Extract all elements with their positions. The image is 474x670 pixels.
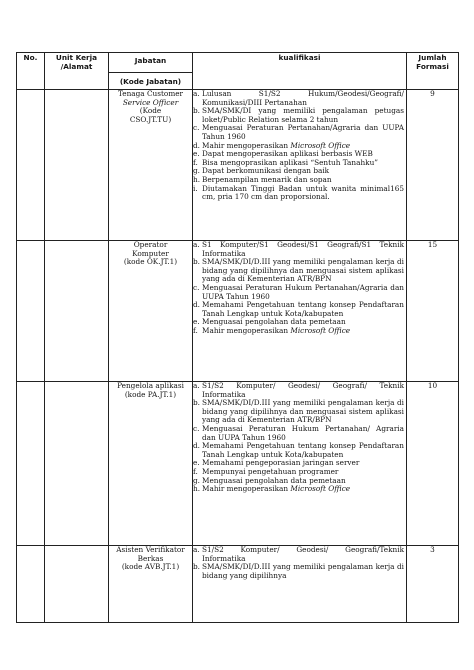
formasi-table	[16, 52, 459, 623]
list-item: h. Mahir mengoperasikan Microsoft Office	[193, 484, 351, 494]
cell-jabatan: Operator Komputer (kode OK.JT.1)	[109, 241, 193, 382]
cell-jabatan: Asisten Verifikator Berkas (kode AVB.JT.1)	[109, 546, 193, 623]
table-row	[17, 382, 459, 546]
list-item: c. Menguasai Peraturan Pertanahan/Agraria dan UUPA Tahun 1960	[193, 123, 404, 141]
table-row	[17, 546, 459, 623]
list-item: b. SMA/SMK/DI yang memiliki pengalaman petugas loket/Public Relation selama 2 tahun	[193, 106, 404, 124]
cell-unit-kerja	[45, 241, 109, 382]
list-item: a. S1/S2 Komputer/ Geodesi/ Geografi/ Teknik Informatika	[193, 381, 404, 399]
cell-jumlah: 15	[407, 241, 459, 382]
cell-jumlah: 10	[407, 382, 459, 546]
cell-jumlah: 3	[407, 546, 459, 623]
list-item: f. Mahir mengoperasikan Microsoft Office	[193, 325, 351, 335]
cell-kualifikasi	[193, 382, 407, 546]
list-item: a. Lulusan S1/S2 Hukum/Geodesi/Geografi/ Komunikasi/DIII Pertanahan	[193, 89, 404, 107]
cell-jabatan: Pengelola aplikasi (kode PA.JT.1)	[109, 382, 193, 546]
cell-kualifikasi	[193, 546, 407, 623]
header-unit-kerja: Unit Kerja /Alamat	[45, 53, 109, 90]
cell-jumlah: 9	[407, 90, 459, 241]
list-item: a. S1/S2 Komputer/ Geodesi/ Geografi/Teknik Informatika	[193, 545, 404, 563]
cell-no	[17, 382, 45, 546]
list-item: g. Menguasai pengolahan data pemetaan	[193, 475, 346, 485]
cell-no	[17, 241, 45, 382]
header-kualifikasi: kualifikasi	[193, 53, 407, 90]
list-item: b. SMA/SMK/DI/D.III yang memiliki pengalaman kerja di bidang yang dipilihnya dan menguasai sistem aplikasi yang ada di Kementerian ATR/BPN	[193, 257, 404, 284]
list-item: f. Bisa mengoprasikan aplikasi “Sentuh Tanahku”	[193, 157, 378, 167]
table-header-row	[17, 53, 459, 90]
list-item: c. Menguasai Peraturan Hukum Pertanahan/Agraria dan UUPA Tahun 1960	[193, 282, 404, 301]
list-item: e. Memahami pengeporasian jaringan server	[193, 458, 360, 468]
list-item: h. Berpenampilan menarik dan sopan	[193, 174, 332, 184]
list-item: i. Diutamakan Tinggi Badan untuk wanita minimal165 cm, pria 170 cm dan proporsional.	[193, 183, 404, 202]
cell-unit-kerja	[45, 546, 109, 623]
table-row	[17, 90, 459, 241]
cell-no	[17, 546, 45, 623]
list-item: d. Memahami Pengetahuan tentang konsep Pendaftaran Tanah Lengkap untuk Kota/kabupaten	[193, 441, 404, 459]
list-item: d. Memahami Pengetahuan tentang konsep Pendaftaran Tanah Lengkap untuk Kota/kabupaten	[193, 300, 404, 318]
header-no: No.	[17, 53, 45, 90]
list-item: b. SMA/SMK/DI/D.III yang memiliki pengalaman kerja di bidang yang dipilihnya	[193, 562, 404, 580]
cell-unit-kerja	[45, 90, 109, 241]
cell-jabatan: Tenaga Customer Service Officer (Kode CSO.JT.TU)	[109, 90, 193, 241]
cell-unit-kerja	[45, 382, 109, 546]
cell-kualifikasi	[193, 241, 407, 382]
header-jabatan: Jabatan (Kode Jabatan)	[109, 53, 193, 90]
list-item: d. Mahir mengoperasikan Microsoft Office	[193, 140, 351, 150]
header-jumlah-formasi: Jumlah Formasi	[407, 53, 459, 90]
list-item: e. Menguasai pengolahan data pemetaan	[193, 317, 346, 327]
list-item: e. Dapat mengoperasikan aplikasi berbasis WEB	[193, 149, 373, 159]
list-item: g. Dapat berkomunikasi dengan baik	[193, 166, 330, 176]
list-item: a. S1 Komputer/S1 Geodesi/S1 Geografi/S1 Teknik Informatika	[193, 240, 404, 258]
cell-kualifikasi	[193, 90, 407, 241]
list-item: c. Menguasai Peraturan Hukum Pertanahan/ Agraria dan UUPA Tahun 1960	[193, 423, 404, 442]
cell-no	[17, 90, 45, 241]
table-row	[17, 241, 459, 382]
list-item: f. Mempunyai pengetahuan programer	[193, 466, 339, 476]
list-item: b. SMA/SMK/DI/D.III yang memiliki pengalaman kerja di bidang yang dipilihnya dan menguasai sistem aplikasi yang ada di Kementerian ATR/BPN	[193, 398, 404, 425]
